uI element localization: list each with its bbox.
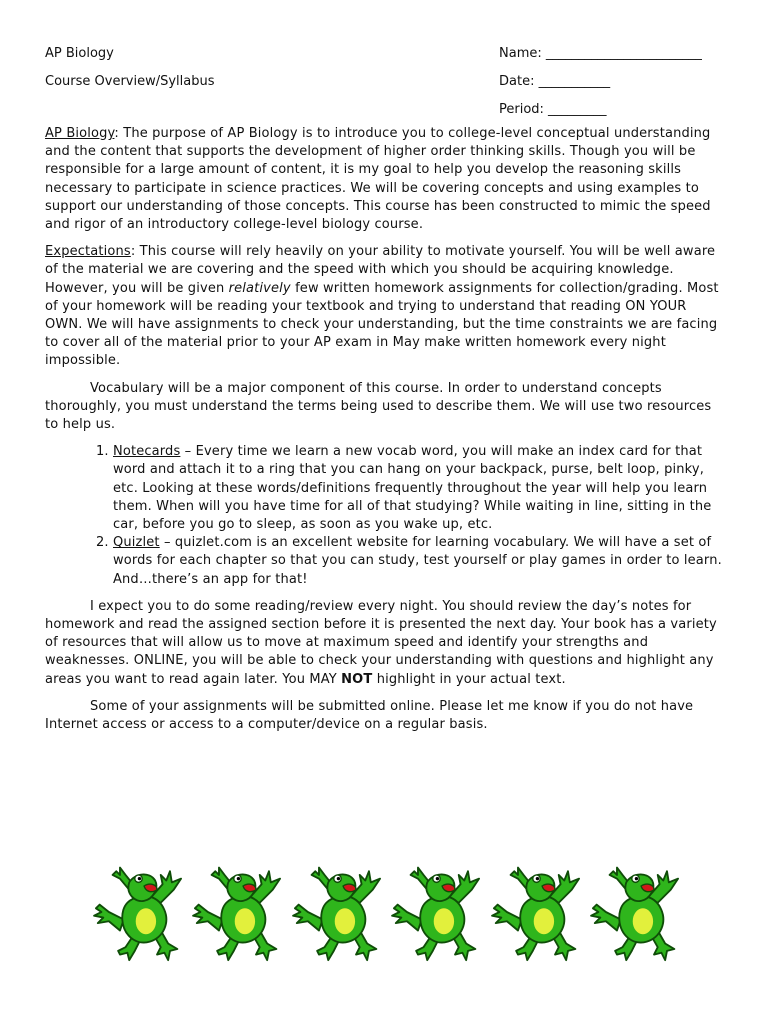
frog-icon — [191, 862, 284, 962]
quizlet-term: Quizlet — [113, 535, 160, 551]
list-item — [113, 534, 727, 589]
online-paragraph: Some of your assignments will be submitted online. Please let me know if you do not have Internet access or access to a computer/device on a regular basis. — [45, 698, 694, 733]
reading-text-a: I expect you to do some reading/review every night. You should review the day’s notes for homework and read the assigned section before it is presented the next day. Your book has a variety of resources that will allow us to move at maximum speed and identify your strengths and weaknesses. ONLINE, you will be able to check your understanding with questions and highlight any areas you want to read again later. You MAY — [45, 598, 717, 687]
list-item — [113, 443, 727, 534]
intro-text: : The purpose of AP Biology is to introduce you to college-level conceptual understanding and the content that supports the development of higher order thinking skills. Though you will be responsible for a large amount of content, it is my goal to help you develop the reasoning skills necessary to participate in science practices. We will be covering concepts and using examples to support our understanding of those concepts. This course has been constructed to mimic the speed and rigor of an introductory college-level biology course. — [45, 126, 711, 233]
header-row-2 — [45, 72, 727, 100]
expectations-term: Expectations — [45, 244, 131, 260]
course-title: AP Biology — [45, 46, 114, 61]
date-field-label: Date: ___________ — [499, 74, 611, 89]
frog-decoration-row — [92, 862, 682, 962]
notecards-text: – Every time we learn a new vocab word, you will make an index card for that word and attach it to a ring that you can hang on your backpack, purse, belt loop, pinky, etc. Looking at these words/definitions frequently throughout the year will help you learn them. When will you have time for all of that studying? While waiting in line, sitting in the car, before you go to sleep, as soon as you wake up, etc. — [113, 444, 712, 533]
reading-paragraph — [45, 598, 727, 689]
syllabus-page — [45, 44, 727, 743]
intro-term: AP Biology — [45, 126, 115, 141]
frog-icon — [291, 862, 384, 962]
header-row-3 — [45, 100, 727, 125]
course-subtitle: Course Overview/Syllabus — [45, 74, 215, 89]
expectations-text-a: : This course will rely heavily on your ability to motivate yourself. You will be well aware of the material we are covering and the speed with which you should be acquiring knowledge. However, you will be given — [45, 244, 716, 296]
reading-text-b: highlight in your actual text. — [372, 671, 566, 687]
name-field-label: Name: ________________________ — [499, 46, 702, 61]
period-field-label: Period: _________ — [499, 102, 607, 117]
expectations-emphasis: relatively — [228, 280, 291, 296]
vocab-resource-list — [45, 443, 727, 589]
expectations-text-b: few written homework assignments for collection/grading. Most of your homework will be reading your textbook and trying to understand that reading ON YOUR OWN. We will have assignments to check your understanding, but the time constraints we are facing to cover all of the material prior to your AP exam in May make written homework every night impossible. — [45, 280, 719, 369]
frog-icon — [92, 862, 185, 962]
frog-icon — [490, 862, 583, 962]
frog-icon — [390, 862, 483, 962]
intro-paragraph — [45, 125, 727, 234]
frog-icon — [589, 862, 682, 962]
expectations-paragraph — [45, 243, 727, 370]
quizlet-text: – quizlet.com is an excellent website for learning vocabulary. We will have a set of words for each chapter so that you can study, test yourself or play games in order to learn. And…there’s an app for that! — [113, 535, 722, 587]
header-row-1 — [45, 44, 727, 72]
vocab-intro-paragraph: Vocabulary will be a major component of this course. In order to understand concepts thoroughly, you must understand the terms being used to describe them. We will use two resources to help us. — [45, 380, 712, 433]
notecards-term: Notecards — [113, 444, 181, 460]
reading-bold: NOT — [341, 671, 373, 687]
